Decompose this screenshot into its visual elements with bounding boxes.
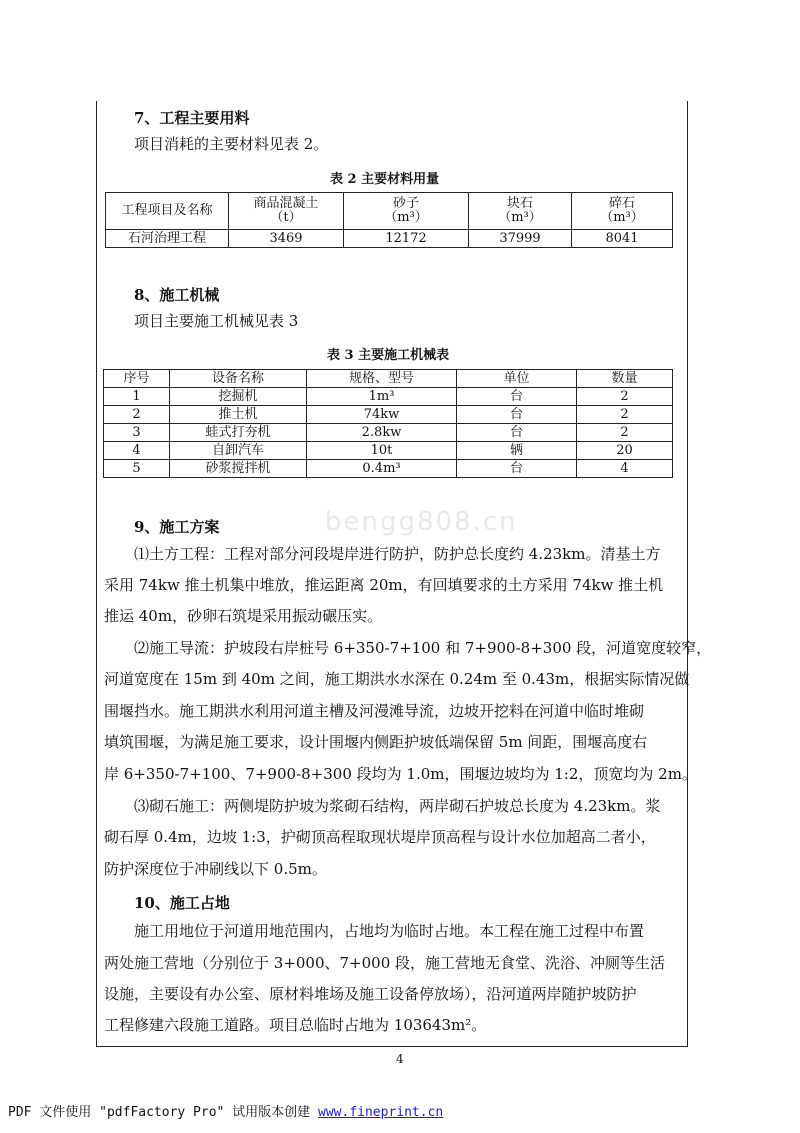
table-cell: 1	[104, 388, 170, 406]
table-header: 数量	[577, 370, 673, 388]
paragraph-line: ⑴土方工程：工程对部分河段堤岸进行防护，防护总长度约 4.23km。清基土方	[134, 545, 661, 563]
table-cell: 台	[457, 406, 577, 424]
machinery-table	[103, 369, 673, 478]
th-project: 工程项目及名称	[106, 193, 229, 230]
table-cell: 1m³	[307, 388, 457, 406]
table-cell: 台	[457, 424, 577, 442]
paragraph-line: ⑵施工导流：护坡段右岸桩号 6+350-7+100 和 7+900-8+300 段，河道宽度较窄，	[134, 639, 712, 657]
table-row	[104, 424, 673, 442]
table-3-caption: 表 3 主要施工机械表	[327, 348, 450, 363]
table-row	[104, 460, 673, 478]
table-cell: 37999	[469, 230, 572, 248]
table-2-caption: 表 2 主要材料用量	[330, 172, 440, 187]
table-cell: 2	[104, 406, 170, 424]
paragraph-line: 防护深度位于冲刷线以下 0.5m。	[104, 860, 327, 878]
paragraph-line: 设施，主要设有办公室、原材料堆场及施工设备停放场），沿河道两岸随护坡防护	[104, 985, 637, 1003]
table-cell: 12172	[344, 230, 469, 248]
paragraph-line: 两处施工营地（分别位于 3+000、7+000 段，施工营地无食堂、洗浴、冲厕等生活	[104, 954, 666, 972]
watermark: bengg808.cn	[325, 507, 518, 537]
table-cell: 2	[577, 424, 673, 442]
table-header: 规格、型号	[307, 370, 457, 388]
table-row	[104, 406, 673, 424]
paragraph-line: 岸 6+350-7+100、7+900-8+300 段均为 1.0m，围堰边坡均为 1:2，顶宽均为 2m。	[104, 765, 697, 783]
paragraph-line: 推运 40m，砂卵石筑堤采用振动碾压实。	[104, 607, 383, 625]
table-header: 设备名称	[170, 370, 307, 388]
table-header: 序号	[104, 370, 170, 388]
paragraph-line: 施工用地位于河道用地范围内，占地均为临时占地。本工程在施工过程中布置	[134, 922, 645, 940]
table-cell: 0.4m³	[307, 460, 457, 478]
th-concrete: 商品混凝土 （t）	[229, 193, 344, 230]
paragraph-line: 填筑围堰，为满足施工要求，设计围堰内侧距护坡低端保留 5m 间距，围堰高度右	[104, 733, 648, 751]
pdf-footer	[8, 1101, 443, 1120]
table-cell: 石河治理工程	[106, 230, 229, 248]
footer-link[interactable]: www.fineprint.cn	[318, 1105, 444, 1120]
table-row	[104, 442, 673, 460]
table-cell: 3469	[229, 230, 344, 248]
table-header: 单位	[457, 370, 577, 388]
section-10-title: 10、施工占地	[134, 894, 230, 912]
table-cell: 蛙式打夯机	[170, 424, 307, 442]
table-row	[104, 388, 673, 406]
section-9-title: 9、施工方案	[134, 518, 220, 536]
table-cell: 5	[104, 460, 170, 478]
table-cell: 3	[104, 424, 170, 442]
footer-text: PDF 文件使用 "pdfFactory Pro" 试用版本创建	[8, 1105, 319, 1120]
th-gravel: 碎石 （m³）	[572, 193, 673, 230]
th-sand: 砂子 （m³）	[344, 193, 469, 230]
table-cell: 台	[457, 388, 577, 406]
page-number: 4	[396, 1052, 404, 1066]
table-cell: 2.8kw	[307, 424, 457, 442]
paragraph-line: 采用 74kw 推土机集中堆放，推运距离 20m，有回填要求的土方采用 74kw 推土机	[104, 576, 664, 594]
paragraph-line: 工程修建六段施工道路。项目总临时占地为 103643m²。	[104, 1016, 487, 1034]
table-cell: 8041	[572, 230, 673, 248]
table-cell: 74kw	[307, 406, 457, 424]
table-cell: 辆	[457, 442, 577, 460]
table-cell: 4	[577, 460, 673, 478]
table-cell: 10t	[307, 442, 457, 460]
table-cell: 4	[104, 442, 170, 460]
table-cell: 推土机	[170, 406, 307, 424]
table-cell: 2	[577, 388, 673, 406]
table-cell: 自卸汽车	[170, 442, 307, 460]
section-7-intro: 项目消耗的主要材料见表 2。	[134, 135, 329, 153]
paragraph-line: 围堰挡水。施工期洪水利用河道主槽及河漫滩导流，边坡开挖料在河道中临时堆砌	[104, 702, 645, 720]
paragraph-line: 河道宽度在 15m 到 40m 之间，施工期洪水水深在 0.24m 至 0.43m，根据实际情况做	[104, 670, 690, 688]
table-cell: 台	[457, 460, 577, 478]
section-8-intro: 项目主要施工机械见表 3	[134, 312, 299, 330]
materials-table	[105, 192, 673, 248]
table-cell: 砂浆搅拌机	[170, 460, 307, 478]
section-8-title: 8、施工机械	[134, 286, 220, 304]
table-cell: 挖掘机	[170, 388, 307, 406]
paragraph-line: 砌石厚 0.4m，边坡 1:3，护砌顶高程取现状堤岸顶高程与设计水位加超高二者小，	[104, 828, 656, 846]
table-cell: 20	[577, 442, 673, 460]
th-blockstone: 块石 （m³）	[469, 193, 572, 230]
paragraph-line: ⑶砌石施工：两侧堤防护坡为浆砌石结构，两岸砌石护坡总长度为 4.23km。浆	[134, 797, 661, 815]
table-cell: 2	[577, 406, 673, 424]
section-7-title: 7、工程主要用料	[134, 109, 250, 127]
